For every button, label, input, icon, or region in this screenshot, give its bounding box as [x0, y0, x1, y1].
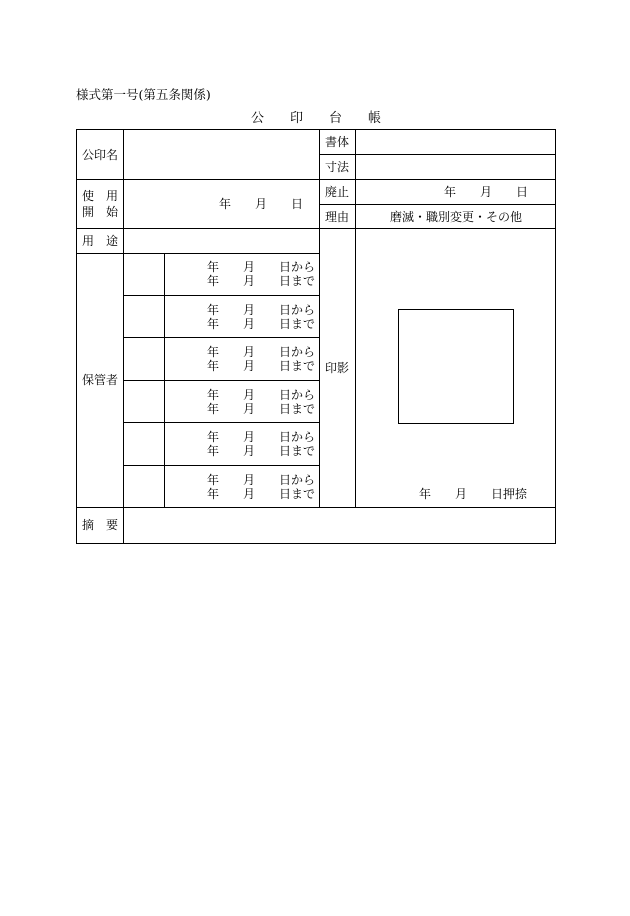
typeface-field[interactable]	[356, 130, 555, 154]
custody-from-3[interactable]: 年 月 日から	[207, 345, 316, 359]
dimensions-label: 寸法	[325, 160, 350, 174]
dimensions-field[interactable]	[356, 155, 555, 179]
use-start-date[interactable]: 年 月 日	[219, 197, 304, 211]
custody-until-5[interactable]: 年 月 日まで	[207, 444, 316, 458]
impression-date[interactable]: 年 月 日押捺	[419, 487, 528, 501]
custody-until-2[interactable]: 年 月 日まで	[207, 317, 316, 331]
form-label: 様式第一号(第五条関係)	[76, 87, 211, 102]
seal-impression-box[interactable]	[398, 309, 514, 424]
custody-until-4[interactable]: 年 月 日まで	[207, 402, 316, 416]
typeface-label: 書体	[325, 135, 350, 149]
custody-from-4[interactable]: 年 月 日から	[207, 388, 316, 402]
page-title: 公 印 台 帳	[250, 111, 381, 126]
custody-until-3[interactable]: 年 月 日まで	[207, 359, 316, 373]
use-start-label-2: 開 始	[82, 205, 119, 219]
purpose-label: 用 途	[82, 234, 119, 248]
seal-name-field[interactable]	[124, 130, 319, 179]
seal-impression-label: 印影	[325, 361, 350, 375]
custody-from-1[interactable]: 年 月 日から	[207, 260, 316, 274]
purpose-field[interactable]	[124, 229, 319, 253]
summary-field[interactable]	[124, 508, 555, 543]
summary-label: 摘 要	[82, 518, 119, 532]
seal-ledger-table	[76, 129, 556, 544]
custody-until-1[interactable]: 年 月 日まで	[207, 274, 316, 288]
reason-label: 理由	[325, 210, 350, 224]
abolition-label: 廃止	[325, 185, 350, 199]
reason-options[interactable]: 磨滅・職別変更・その他	[390, 210, 523, 224]
seal-name-label: 公印名	[82, 148, 119, 162]
custody-from-5[interactable]: 年 月 日から	[207, 430, 316, 444]
use-start-label: 使 用	[82, 189, 119, 203]
custody-from-2[interactable]: 年 月 日から	[207, 303, 316, 317]
custodian-label: 保管者	[82, 373, 119, 387]
custody-from-6[interactable]: 年 月 日から	[207, 473, 316, 487]
custody-until-6[interactable]: 年 月 日まで	[207, 487, 316, 501]
abolition-date[interactable]: 年 月 日	[444, 185, 529, 199]
